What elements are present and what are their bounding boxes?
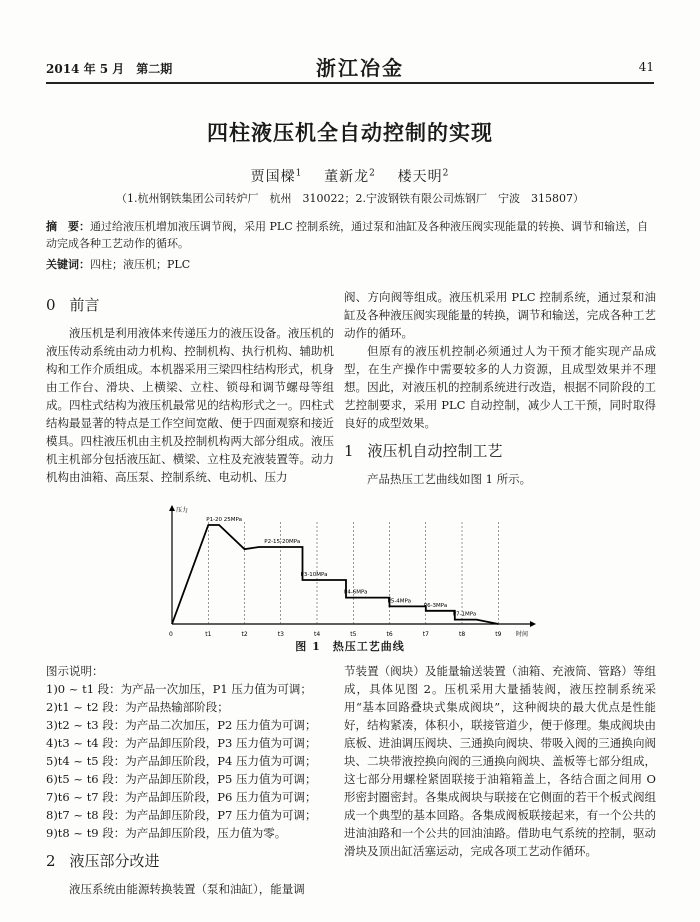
x-tick-label: t6 (386, 631, 393, 638)
legend-item: 9)t8 ~ t9 段：为产品卸压阶段，压力值为零。 (46, 826, 287, 840)
x-tick-label: t5 (350, 631, 357, 638)
y-axis-arrow (169, 505, 175, 511)
x-axis-arrow (530, 621, 536, 627)
legend-item: 6)t5 ~ t6 段：为产品卸压阶段，P5 压力值为可调； (46, 772, 317, 786)
abstract (46, 218, 656, 252)
page-number: 41 (638, 60, 654, 74)
author-sup: 2 (369, 168, 376, 179)
figure-caption: 图 1 热压工艺曲线 (295, 640, 405, 653)
legend-item: 4)t3 ~ t4 段：为产品卸压阶段，P3 压力值为可调； (46, 736, 317, 750)
author-name: 楼天明 (397, 169, 443, 185)
paragraph: 阀、方向阀等组成。液压机采用 PLC 控制系统，通过泵和油缸及各种液压阀实现能量的转换，调节和输送，完成各种工艺动作的循环。 (344, 290, 656, 340)
legend-list (46, 680, 334, 842)
legend-item: 3)t2 ~ t3 段：为产品二次加压，P2 压力值为可调； (46, 718, 317, 732)
pressure-curve-chart (150, 504, 550, 640)
right-column-top (344, 288, 656, 488)
page-header (46, 52, 654, 84)
paper-title: 四柱液压机全自动控制的实现 (207, 120, 493, 145)
paragraph: 液压系统由能源转换装置（泵和油缸），能量调 (69, 882, 305, 896)
legend-item: 1)0 ~ t1 段：为产品一次加压，P1 压力值为可调； (46, 682, 312, 696)
affiliation: （1.杭州钢铁集团公司转炉厂 杭州 310022；2.宁波钢铁有限公司炼钢厂 宁波 315807） (116, 192, 584, 205)
paragraph: 但原有的液压机控制必须通过人为干预才能实现产品成型，在生产操作中需要较多的人力资源，且成型效果并不理想。因此，对液压机的控制系统进行改造，根据不同阶段的工艺控制要求，采用 PLC 自动控制，减少人工干预，同时取得良好的成型效果。 (344, 344, 656, 430)
section-heading-0: 0 前言 (46, 296, 100, 314)
journal-name: 浙江冶金 (316, 56, 404, 80)
author-name: 董新龙 (324, 169, 370, 185)
keywords-label: 关键词： (46, 258, 90, 271)
x-axis-label: 时间 (516, 631, 529, 638)
paragraph: 节装置（阀块）及能量输送装置（油箱、充液筒、管路）等组成，具体见图 2。压机采用大量插装阀，液压控制系统采用“基本回路叠块式集成阀块”，这种阀块的最大优点是性能好，结构紧凑，体积小，联接管道少，便于修理。集成阀块由底板、进油调压阀块、三通换向阀块、带吸入阀的三通换向阀块、二块带液控换向阀的三通换向阀块、盖板等七部分组成，这七部分用螺栓紧固联接于油箱箱盖上，各结合面之间用 O 形密封圈密封。各集成阀块与联接在它侧面的若干个板式阀组成一个典型的基本回路。各集成阀板联接起来，有一个公共的进油油路和一个公共的回油油路。借助电气系统的控制，驱动滑块及顶出缸活塞运动，完成各项工艺动作循环。 (344, 664, 656, 858)
pressure-curve-line (172, 525, 498, 624)
x-tick-label: 0 (169, 631, 173, 638)
left-column-bottom (46, 662, 334, 898)
x-tick-label: t8 (459, 631, 466, 638)
pressure-annotation: P5-4MPa (387, 598, 411, 605)
x-tick-label: t9 (495, 631, 502, 638)
legend-item: 2)t1 ~ t2 段：为产品热输部阶段； (46, 700, 229, 714)
keywords-text: 四柱；液压机；PLC (90, 258, 191, 271)
legend-item: 8)t7 ~ t8 段：为产品卸压阶段，P7 压力值为可调； (46, 808, 317, 822)
pressure-annotation: P2-15-20MPa (264, 539, 301, 545)
pressure-annotation: P1-20 25MPa (206, 517, 242, 523)
author-sup: 1 (295, 168, 303, 179)
issue-label: 2014 年 5 月 第二期 (46, 62, 173, 76)
pressure-annotation: P3-10MPa (300, 572, 328, 578)
author-sup: 2 (442, 168, 450, 179)
intro-paragraph: 液压机是利用液体来传递压力的液压设备。液压机的液压传动系统由动力机构、控制机构、执行机构、辅助机构和工作介质组成。本机器采用三梁四柱结构形式，机身由工作台、滑块、上横梁、立柱、锁母和调节螺母等组成。四柱式结构为液压机最常见的结构形式之一。四柱式结构最显著的特点是工作空间宽敞、便于四面观察和接近模具。四柱液压机由主机及控制机构两大部分组成。液压机主机部分包括液压缸、横梁、立柱及充液装置等。动力机构由油箱、高压泵、控制系统、电动机、压力 (46, 326, 334, 484)
pressure-annotation: P7-1MPa (452, 611, 477, 618)
x-tick-label: t4 (314, 631, 321, 638)
legend-item: 5)t4 ~ t5 段：为产品卸压阶段，P4 压力值为可调； (46, 754, 317, 768)
x-tick-label: t2 (241, 631, 248, 638)
paragraph: 产品热压工艺曲线如图 1 所示。 (367, 472, 532, 486)
abstract-label: 摘 要： (46, 220, 90, 233)
pressure-annotation: P6-3MPa (423, 602, 448, 609)
x-tick-label: t1 (205, 631, 212, 638)
legend-item: 7)t6 ~ t7 段：为产品卸压阶段，P6 压力值为可调； (46, 790, 317, 804)
pressure-annotation: P4-6MPa (344, 589, 368, 596)
legend-title: 图示说明： (46, 664, 104, 678)
author-name: 贾国樑 (250, 169, 296, 185)
abstract-text: 通过给液压机增加液压调节阀，采用 PLC 控制系统，通过泵和油缸及各种液压阀实现能量的转换、调节和输送，自动完成各种工艺动作的循环。 (46, 220, 649, 250)
right-column-bottom (344, 662, 656, 860)
keywords (46, 256, 656, 272)
section-heading-1: 1 液压机自动控制工艺 (344, 442, 503, 460)
left-column-top (46, 296, 334, 486)
y-axis-label: 压力 (176, 507, 189, 514)
author-list (0, 166, 700, 186)
x-tick-label: t3 (277, 631, 284, 638)
section-heading-2: 2 液压部分改进 (46, 852, 160, 870)
x-tick-label: t7 (422, 631, 429, 638)
